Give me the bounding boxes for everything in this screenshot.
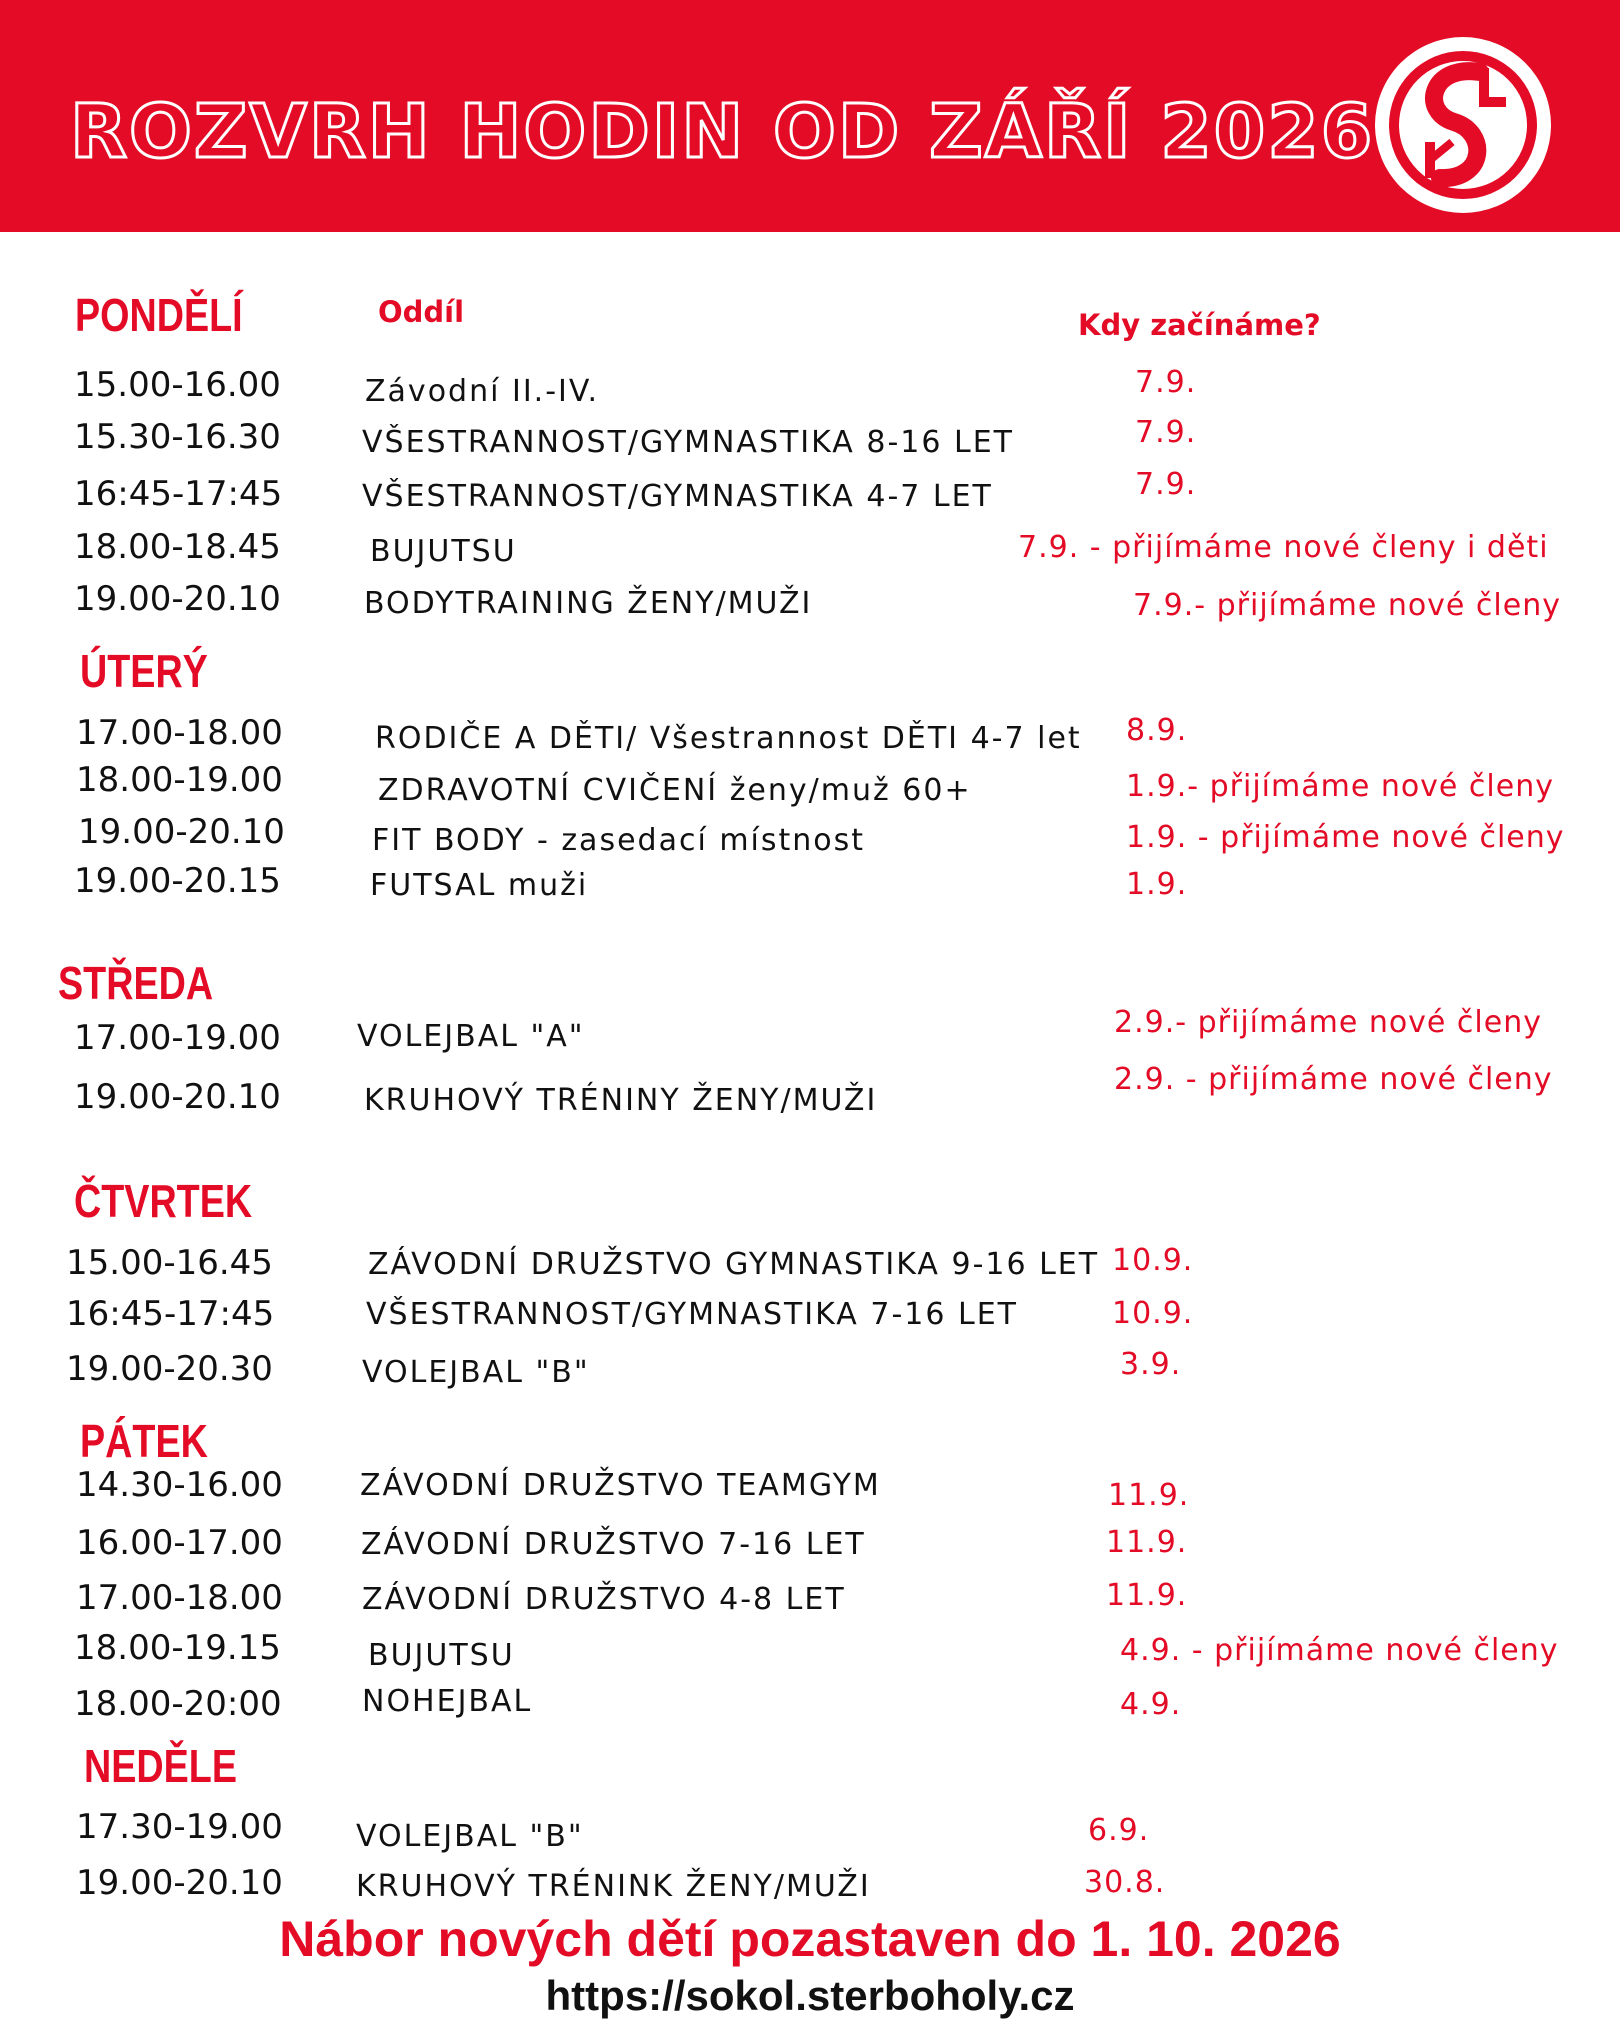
time-cell: 16:45-17:45 (74, 474, 283, 514)
activity-cell: RODIČE A DĚTI/ Všestrannost DĚTI 4-7 let (375, 721, 1082, 756)
day-heading-wednesday: STŘEDA (58, 957, 214, 1009)
day-heading-thursday: ČTVRTEK (74, 1175, 253, 1227)
start-cell: 7.9. (1135, 415, 1197, 450)
activity-cell: KRUHOVÝ TRÉNINK ŽENY/MUŽI (356, 1869, 871, 1904)
sokol-logo (1368, 30, 1558, 220)
day-heading-sunday: NEDĚLE (84, 1740, 238, 1792)
start-cell: 11.9. (1106, 1525, 1188, 1560)
time-cell: 18.00-18.45 (74, 527, 281, 567)
activity-cell: BUJUTSU (370, 534, 517, 569)
start-cell: 8.9. (1126, 713, 1188, 748)
activity-cell: ZÁVODNÍ DRUŽSTVO 4-8 LET (362, 1582, 846, 1617)
time-cell: 19.00-20.30 (66, 1349, 273, 1389)
time-cell: 14.30-16.00 (76, 1465, 283, 1505)
time-cell: 16.00-17.00 (76, 1523, 283, 1563)
activity-cell: VOLEJBAL "A" (357, 1019, 585, 1054)
time-cell: 15.00-16.00 (74, 365, 281, 405)
time-cell: 18.00-19.15 (74, 1628, 281, 1668)
start-cell: 4.9. - přijímáme nové členy (1120, 1633, 1559, 1668)
start-cell: 1.9. - přijímáme nové členy (1126, 820, 1565, 855)
activity-cell: VOLEJBAL "B" (356, 1819, 584, 1854)
day-heading-friday: PÁTEK (80, 1415, 208, 1467)
activity-cell: BODYTRAINING ŽENY/MUŽI (364, 586, 813, 621)
activity-cell: KRUHOVÝ TRÉNINY ŽENY/MUŽI (364, 1083, 878, 1118)
activity-cell: ZÁVODNÍ DRUŽSTVO TEAMGYM (360, 1468, 881, 1503)
time-cell: 17.00-18.00 (76, 1578, 283, 1618)
website-link[interactable]: https://sokol.sterboholy.cz (545, 1972, 1075, 2019)
time-cell: 19.00-20.15 (74, 861, 281, 901)
day-heading-monday: PONDĚLÍ (75, 289, 243, 341)
activity-cell: VOLEJBAL "B" (362, 1355, 590, 1390)
column-header-oddil: Oddíl (378, 295, 465, 329)
activity-cell: ZÁVODNÍ DRUŽSTVO GYMNASTIKA 9-16 LET (368, 1247, 1100, 1282)
start-cell: 10.9. (1112, 1243, 1194, 1278)
start-cell: 1.9. (1126, 867, 1188, 902)
activity-cell: FUTSAL muži (370, 868, 589, 903)
start-cell: 6.9. (1088, 1813, 1150, 1848)
start-cell: 7.9. - přijímáme nové členy i děti (1018, 530, 1549, 565)
activity-cell: NOHEJBAL (362, 1684, 533, 1719)
time-cell: 19.00-20.10 (78, 812, 285, 852)
recruitment-notice: Nábor nových dětí pozastaven do 1. 10. 2026 (279, 1911, 1341, 1967)
start-cell: 7.9.- přijímáme nové členy (1133, 588, 1561, 623)
start-cell: 3.9. (1120, 1347, 1182, 1382)
time-cell: 17.00-18.00 (76, 713, 283, 753)
time-cell: 19.00-20.10 (74, 1077, 281, 1117)
day-heading-tuesday: ÚTERÝ (80, 645, 208, 697)
time-cell: 19.00-20.10 (74, 579, 281, 619)
activity-cell: Závodní II.-IV. (365, 374, 600, 409)
page-title: ROZVRH HODIN OD ZÁŘÍ 2026 (70, 89, 1375, 175)
start-cell: 1.9.- přijímáme nové členy (1126, 769, 1554, 804)
time-cell: 17.30-19.00 (76, 1807, 283, 1847)
activity-cell: VŠESTRANNOST/GYMNASTIKA 7-16 LET (366, 1297, 1018, 1332)
activity-cell: VŠESTRANNOST/GYMNASTIKA 4-7 LET (362, 479, 993, 514)
start-cell: 11.9. (1106, 1578, 1188, 1613)
start-cell: 11.9. (1108, 1478, 1190, 1513)
start-cell: 2.9. - přijímáme nové členy (1114, 1062, 1553, 1097)
activity-cell: BUJUTSU (368, 1638, 515, 1673)
time-cell: 18.00-20:00 (74, 1684, 282, 1724)
time-cell: 19.00-20.10 (76, 1863, 283, 1903)
start-cell: 2.9.- přijímáme nové členy (1114, 1005, 1542, 1040)
time-cell: 16:45-17:45 (66, 1294, 275, 1334)
time-cell: 15.30-16.30 (74, 417, 281, 457)
time-cell: 17.00-19.00 (74, 1018, 281, 1058)
time-cell: 18.00-19.00 (76, 760, 283, 800)
activity-cell: FIT BODY - zasedací místnost (372, 823, 866, 858)
time-cell: 15.00-16.45 (66, 1243, 273, 1283)
start-cell: 30.8. (1084, 1865, 1166, 1900)
column-header-start: Kdy začínáme? (1078, 308, 1321, 342)
activity-cell: ZÁVODNÍ DRUŽSTVO 7-16 LET (361, 1527, 866, 1562)
activity-cell: ZDRAVOTNÍ CVIČENÍ ženy/muž 60+ (378, 773, 972, 808)
start-cell: 10.9. (1112, 1296, 1194, 1331)
start-cell: 4.9. (1120, 1687, 1182, 1722)
start-cell: 7.9. (1135, 467, 1197, 502)
start-cell: 7.9. (1135, 365, 1197, 400)
activity-cell: VŠESTRANNOST/GYMNASTIKA 8-16 LET (362, 425, 1014, 460)
